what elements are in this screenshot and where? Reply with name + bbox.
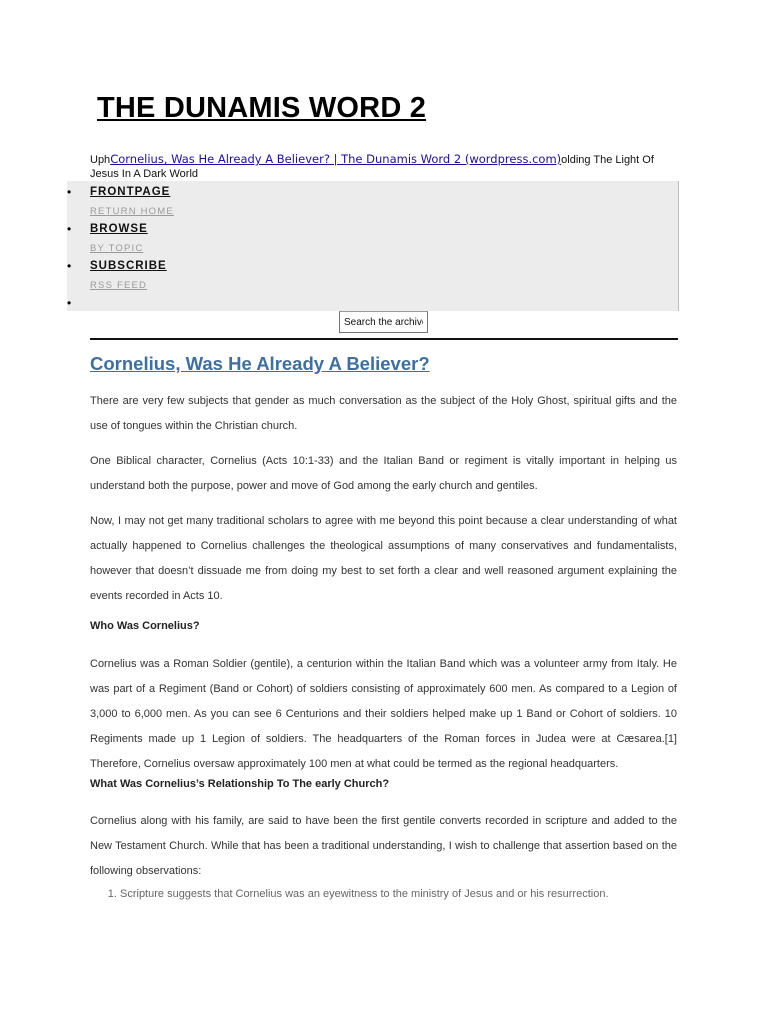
tagline-prefix: Uph bbox=[90, 154, 111, 166]
nav-sub-return-home[interactable]: RETURN HOME bbox=[90, 206, 174, 217]
paragraph: Cornelius was a Roman Soldier (gentile), a centurion within the Italian Band which was a volunteer army from Italy. He was part of a Regiment (Band or Cohort) of soldiers consisting of approximately 600 men. As compared to a Legion of 3,000 to 6,000 men. As you can see 6 Centurions and their soldiers helped make up 1 Band or Cohort of soldiers. 10 Regiments made up 1 Legion of soldiers. The headquarters of the Roman forces in Judea were at Cæsarea.[1] Therefore, Cornelius oversaw approximately 100 men at what could be termed as the regional headquarters. bbox=[90, 658, 677, 770]
nav-sub-rss-feed[interactable]: RSS FEED bbox=[90, 280, 148, 291]
paragraph: There are very few subjects that gender as much conversation as the subject of the Holy Ghost, spiritual gifts and the use of tongues within the Christian church. bbox=[90, 395, 677, 432]
paragraph: Now, I may not get many traditional scholars to agree with me beyond this point because a clear understanding of what actually happened to Cornelius challenges the theological assumptions of many conservatives and fundamentalists, however that doesn’t dissuade me from doing my best to set forth a clear and well reasoned argument explaining the events recorded in Acts 10. bbox=[90, 515, 677, 602]
section-heading: Who Was Cornelius? bbox=[90, 620, 200, 632]
paragraph: Cornelius along with his family, are said to have been the first gentile converts recorded in scripture and added to the New Testament Church. While that has been a traditional understanding, I wish to challenge that assertion based on the following observations: bbox=[90, 815, 677, 877]
nav-link-frontpage[interactable]: FRONTPAGE bbox=[90, 186, 171, 198]
bullet-icon: • bbox=[67, 222, 72, 236]
divider bbox=[90, 338, 678, 340]
main-navigation bbox=[67, 181, 679, 311]
list-item: 1. Scripture suggests that Cornelius was an eyewitness to the ministry of Jesus and or his resurrection. bbox=[120, 887, 677, 901]
nav-sub-by-topic[interactable]: BY TOPIC bbox=[90, 243, 144, 254]
post-body bbox=[90, 389, 677, 901]
tagline-suffix: olding The Light Of Jesus In A Dark World bbox=[90, 154, 654, 180]
site-title[interactable]: THE DUNAMIS WORD 2 bbox=[97, 92, 427, 124]
section-heading: What Was Cornelius’s Relationship To The early Church? bbox=[90, 778, 390, 790]
bullet-icon: • bbox=[67, 259, 72, 273]
site-tagline bbox=[90, 152, 670, 181]
nav-link-subscribe[interactable]: SUBSCRIBE bbox=[90, 260, 167, 272]
bullet-icon: • bbox=[67, 296, 72, 310]
search-input[interactable] bbox=[339, 311, 428, 333]
nav-link-browse[interactable]: BROWSE bbox=[90, 223, 148, 235]
tagline-link[interactable]: Cornelius, Was He Already A Believer? | The Dunamis Word 2 (wordpress.com) bbox=[110, 152, 562, 166]
observation-list bbox=[90, 887, 677, 901]
bullet-icon: • bbox=[67, 185, 72, 199]
post-title[interactable]: Cornelius, Was He Already A Believer? bbox=[90, 353, 430, 374]
paragraph: One Biblical character, Cornelius (Acts 10:1-33) and the Italian Band or regiment is vitally important in helping us understand both the purpose, power and move of God among the early church and gentiles. bbox=[90, 455, 677, 492]
